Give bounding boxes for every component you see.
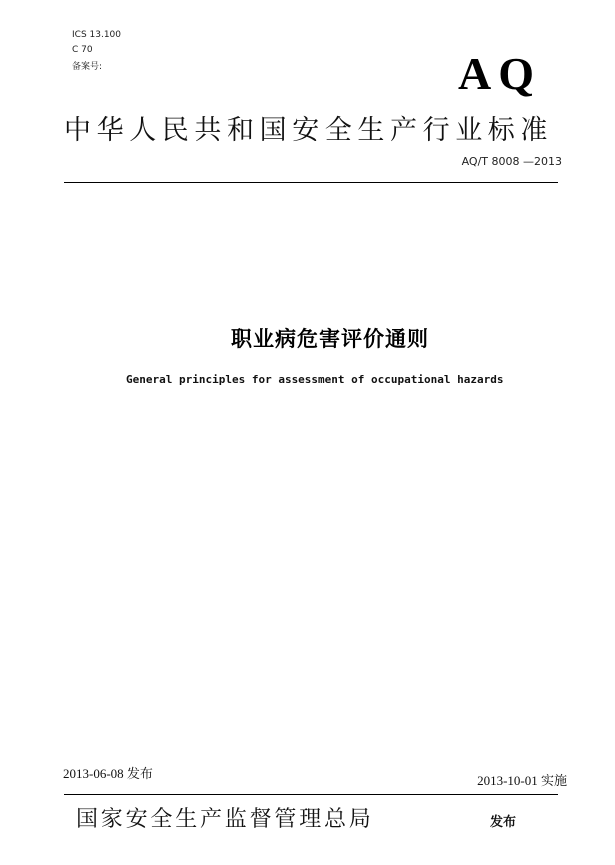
implementation-date: 2013-10-01 实施 <box>477 773 567 788</box>
footer-divider <box>64 794 558 795</box>
issuer-name: 国家安全生产监督管理总局 <box>76 807 374 832</box>
standard-number: AQ/T 8008 —2013 <box>461 155 562 168</box>
header-divider <box>64 182 558 183</box>
filing-number-label: 备案号: <box>72 62 103 72</box>
issuer-suffix: 发布 <box>490 815 517 830</box>
issue-date: 2013-06-08 发布 <box>63 766 153 781</box>
document-title-cn: 职业病危害评价通则 <box>231 327 429 351</box>
organization-title: 中华人民共和国安全生产行业标准 <box>64 115 553 146</box>
document-title-en: General principles for assessment of occupational hazards <box>126 373 504 386</box>
aq-logo: AQ <box>458 48 541 99</box>
ics-code: ICS 13.100 <box>72 30 122 40</box>
classification-code: C 70 <box>72 45 93 55</box>
